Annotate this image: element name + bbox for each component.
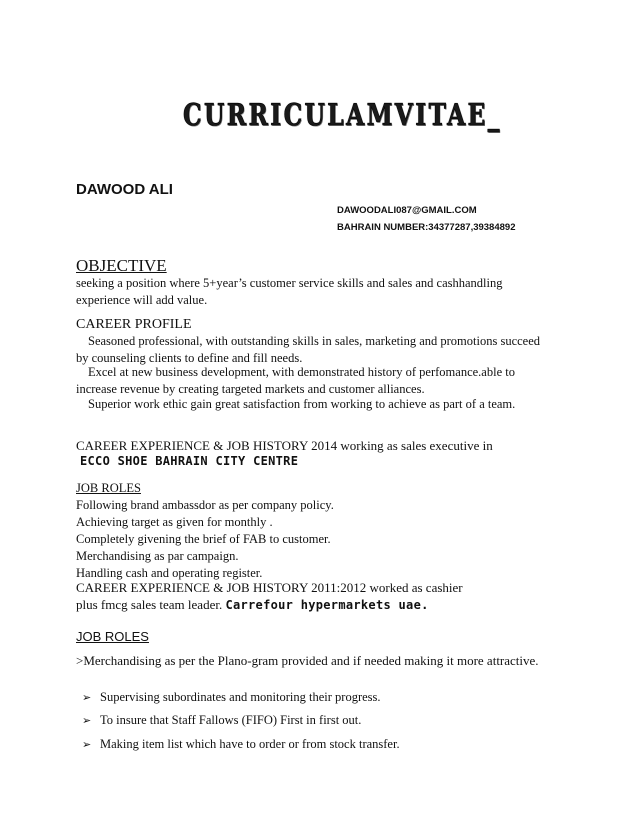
contact-phone: BAHRAIN NUMBER:34377287,39384892 <box>337 222 516 233</box>
objective-text: seeking a position where 5+year’s customer service skills and sales and cashhandling experience will add value. <box>76 276 503 307</box>
experience1-company: ECCO SHOE BAHRAIN CITY CENTRE <box>80 454 299 468</box>
bullet-text: Supervising subordinates and monitoring their progress. <box>100 690 381 704</box>
career-profile-paragraph-2: Excel at new business development, with demonstrated history of perfomance.able to increase revenue by creating targeted markets and customer alliances. <box>76 365 515 396</box>
arrow-bullet-icon: ➢ <box>82 738 92 751</box>
experience1-role-3: Completely givening the brief of FAB to customer. <box>76 532 331 546</box>
contact-email: DAWOODALI087@GMAIL.COM <box>337 205 477 216</box>
candidate-name: DAWOOD ALI <box>76 181 173 198</box>
objective-heading: OBJECTIVE <box>76 256 167 275</box>
document-title: CURRICULAMVITAE_ <box>183 98 502 133</box>
arrow-bullet-icon: ➢ <box>82 691 92 704</box>
experience2-heading-line2: plus fmcg sales team leader. <box>76 597 223 612</box>
experience2-heading-line1: CAREER EXPERIENCE & JOB HISTORY 2011:2012 worked as cashier <box>76 580 463 595</box>
arrow-bullet-icon: ➢ <box>82 714 92 727</box>
experience1-heading: CAREER EXPERIENCE & JOB HISTORY 2014 working as sales executive in <box>76 438 493 453</box>
experience2-bullet-2 <box>82 713 361 728</box>
experience2-heading-line2-wrap <box>76 596 546 614</box>
experience1-role-4: Merchandising as par campaign. <box>76 549 239 563</box>
experience1-roles-heading: JOB ROLES <box>76 481 141 495</box>
experience2-bullet-1 <box>82 690 381 705</box>
experience2-company: Carrefour hypermarkets uae. <box>225 598 429 612</box>
career-profile-heading: CAREER PROFILE <box>76 317 192 332</box>
experience2-intro: >Merchandising as per the Plano-gram provided and if needed making it more attractive. <box>76 653 539 668</box>
career-profile-paragraph-3: Superior work ethic gain great satisfaction from working to achieve as part of a team. <box>88 397 516 411</box>
experience1-role-5: Handling cash and operating register. <box>76 566 263 580</box>
experience1-role-2: Achieving target as given for monthly . <box>76 515 273 529</box>
experience2-roles-heading: JOB ROLES <box>76 629 149 644</box>
experience1-role-1: Following brand ambassdor as per company policy. <box>76 498 334 512</box>
contact-block <box>337 202 515 236</box>
career-profile-paragraph-1: Seasoned professional, with outstanding skills in sales, marketing and promotions succeed by counseling clients to define and fill needs. <box>76 334 541 365</box>
bullet-text: Making item list which have to order or from stock transfer. <box>100 737 400 751</box>
experience2-bullet-3 <box>82 737 400 752</box>
bullet-text: To insure that Staff Fallows (FIFO) First in first out. <box>100 713 362 727</box>
